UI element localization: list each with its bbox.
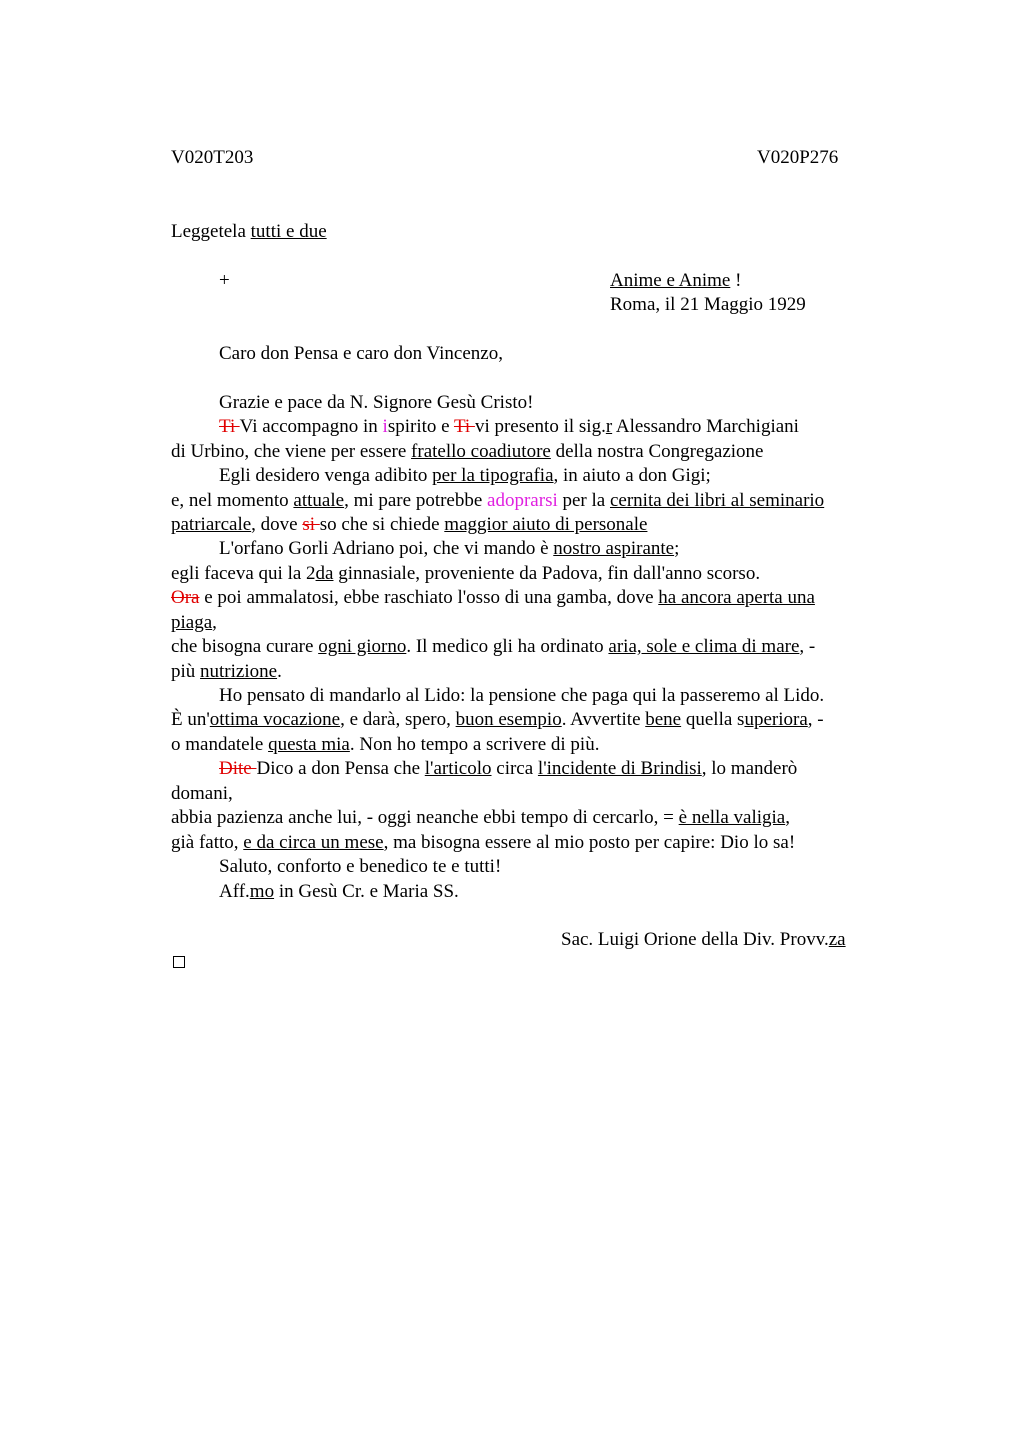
greeting: Grazie e pace da N. Signore Gesù Cristo! <box>219 392 534 413</box>
letter-line: patriarcale, dove si so che si chiede maggior aiuto di personale <box>171 514 648 535</box>
closing-line: Aff.mo in Gesù Cr. e Maria SS. <box>219 881 459 902</box>
letter-line: Ho pensato di mandarlo al Lido: la pensione che paga qui la passeremo al Lido. <box>219 685 825 706</box>
letter-line: abbia pazienza anche lui, - oggi neanche ebbi tempo di cercarlo, = è nella valigia, <box>171 807 790 828</box>
letter-line: o mandatele questa mia. Non ho tempo a scrivere di più. <box>171 734 600 755</box>
cross-mark: + <box>219 270 230 291</box>
salutation: Caro don Pensa e caro don Vincenzo, <box>219 343 503 364</box>
letter-line: di Urbino, che viene per essere fratello coadiutore della nostra Congregazione <box>171 441 764 462</box>
letter-line: Ti Vi accompagno in ispirito e Ti vi presento il sig.r Alessandro Marchigiani <box>219 416 799 437</box>
letter-line: Ora e poi ammalatosi, ebbe raschiato l'osso di una gamba, dove ha ancora aperta una <box>171 587 815 608</box>
letter-line: Egli desidero venga adibito per la tipografia, in aiuto a don Gigi; <box>219 465 711 486</box>
letter-line: già fatto, e da circa un mese, ma bisogna essere al mio posto per capire: Dio lo sa! <box>171 832 796 853</box>
letter-line: Dite Dico a don Pensa che l'articolo circa l'incidente di Brindisi, lo manderò <box>219 758 798 779</box>
motto: Anime e Anime ! <box>610 270 742 291</box>
letter-line: che bisogna curare ogni giorno. Il medico gli ha ordinato aria, sole e clima di mare, - <box>171 636 816 657</box>
letter-line: È un'ottima vocazione, e darà, spero, buon esempio. Avvertite bene quella superiora, - <box>171 709 824 730</box>
note-line: Leggetela tutti e due <box>171 221 327 242</box>
letter-line: piaga, <box>171 612 217 633</box>
letter-line: più nutrizione. <box>171 661 282 682</box>
letter-line: e, nel momento attuale, mi pare potrebbe adoprarsi per la cernita dei libri al seminario <box>171 490 825 511</box>
letter-line: domani, <box>171 783 233 804</box>
checkbox-square-icon <box>173 956 185 968</box>
letter-line: L'orfano Gorli Adriano poi, che vi mando è nostro aspirante; <box>219 538 680 559</box>
doc-code-right: V020P276 <box>757 147 839 168</box>
letter-line: Saluto, conforto e benedico te e tutti! <box>219 856 502 877</box>
doc-code-left: V020T203 <box>171 147 254 168</box>
signature: Sac. Luigi Orione della Div. Provv.za <box>561 929 846 950</box>
place-date: Roma, il 21 Maggio 1929 <box>610 294 806 315</box>
letter-line: egli faceva qui la 2da ginnasiale, proveniente da Padova, fin dall'anno scorso. <box>171 563 761 584</box>
